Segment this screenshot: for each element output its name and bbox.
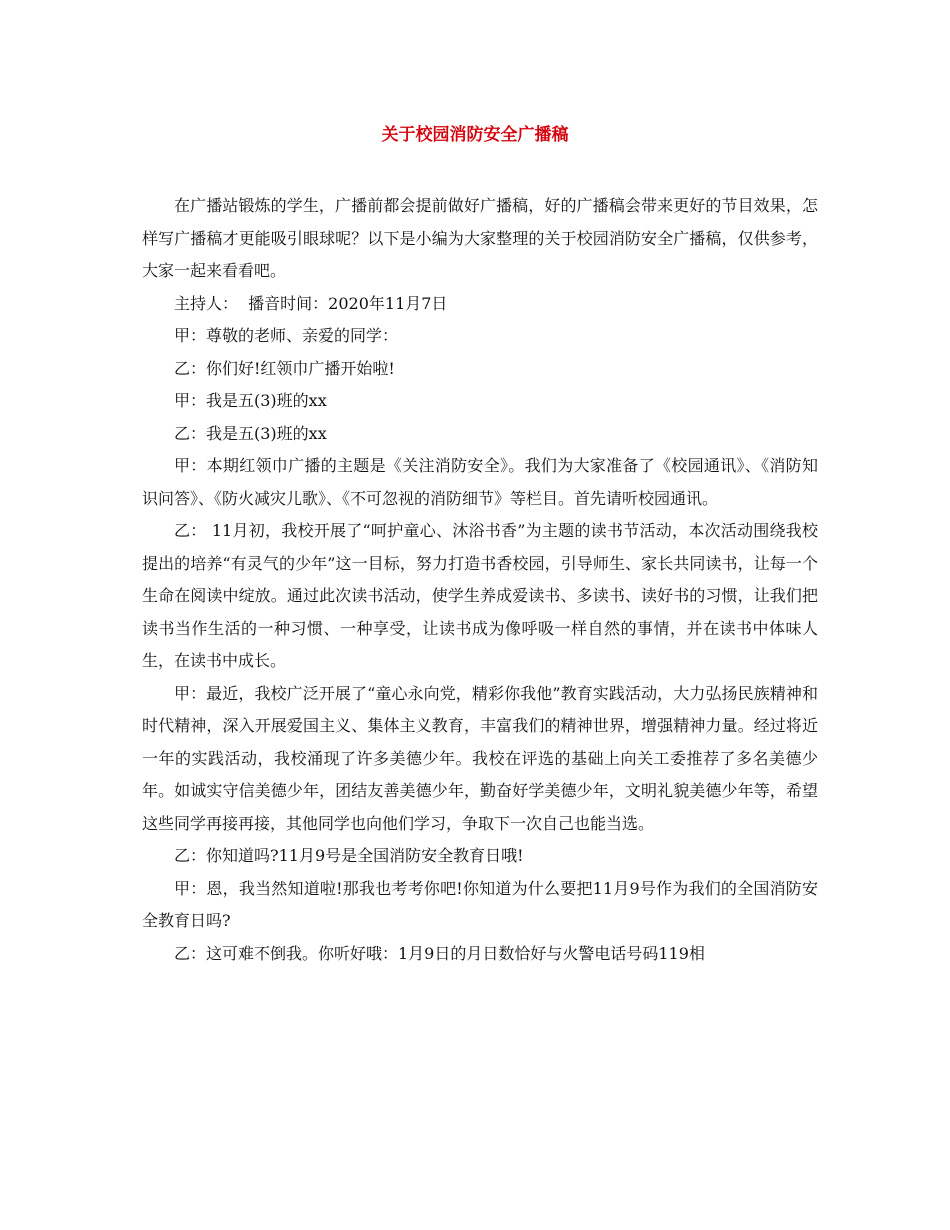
paragraph-dialogue: 甲：最近，我校广泛开展了“童心永向党，精彩你我他”教育实践活动，大力弘扬民族精神和时代精神，深入开展爱国主义、集体主义教育，丰富我们的精神世界，增强精神力量。经过将近一年的实践活动，我校涌现了许多美德少年。我校在评选的基础上向关工委推荐了多名美德少年。如诚实守信美德少年，团结友善美德少年，勤奋好学美德少年，文明礼貌美德少年等，希望这些同学再接再接，其他同学也向他们学习，争取下一次自己也能当选。 bbox=[142, 683, 818, 833]
paragraph-dialogue: 乙： 11月初，我校开展了“呵护童心、沐浴书香”为主题的读书节活动，本次活动围绕我校提出的培养“有灵气的少年”这一目标，努力打造书香校园，引导师生、家长共同读书，让每一个生命在阅读中绽放。通过此次读书活动，使学生养成爱读书、多读书、读好书的习惯，让我们把读书当作生活的一种习惯、一种享受，让读书成为像呼吸一样自然的事情，并在读书中体味人生，在读书中成长。 bbox=[142, 521, 818, 670]
paragraph-dialogue: 乙：你知道吗?11月9号是全国消防安全教育日哦! bbox=[174, 846, 524, 865]
paragraph-dialogue: 甲：尊敬的老师、亲爱的同学： bbox=[174, 326, 399, 345]
paragraph-dialogue: 甲：我是五(3)班的xx bbox=[174, 391, 327, 410]
paragraph-host-time: 主持人： 播音时间：2020年11月7日 bbox=[174, 293, 448, 313]
paragraph-dialogue: 乙：我是五(3)班的xx bbox=[174, 423, 327, 443]
paragraph-dialogue: 乙：这可难不倒我。你听好哦：1月9日的月日数恰好与火警电话号码119相 bbox=[174, 943, 705, 963]
paragraph-dialogue: 甲：本期红领巾广播的主题是《关注消防安全》。我们为大家准备了《校园通讯》、《消防知识问答》、《防火减灾儿歌》、《不可忽视的消防细节》等栏目。首先请听校园通讯。 bbox=[142, 456, 818, 508]
document-title: 关于校园消防安全广播稿 bbox=[381, 125, 569, 145]
paragraph-dialogue: 乙：你们好!红领巾广播开始啦! bbox=[174, 358, 395, 378]
paragraph-intro: 在广播站锻炼的学生，广播前都会提前做好广播稿，好的广播稿会带来更好的节目效果，怎样写广播稿才更能吸引眼球呢？以下是小编为大家整理的关于校园消防安全广播稿，仅供参考，大家一起来看看吧。 bbox=[142, 196, 818, 280]
paragraph-dialogue: 甲：恩，我当然知道啦!那我也考考你吧!你知道为什么要把11月9号作为我们的全国消防安全教育日吗? bbox=[142, 878, 818, 930]
document-body bbox=[142, 190, 818, 970]
